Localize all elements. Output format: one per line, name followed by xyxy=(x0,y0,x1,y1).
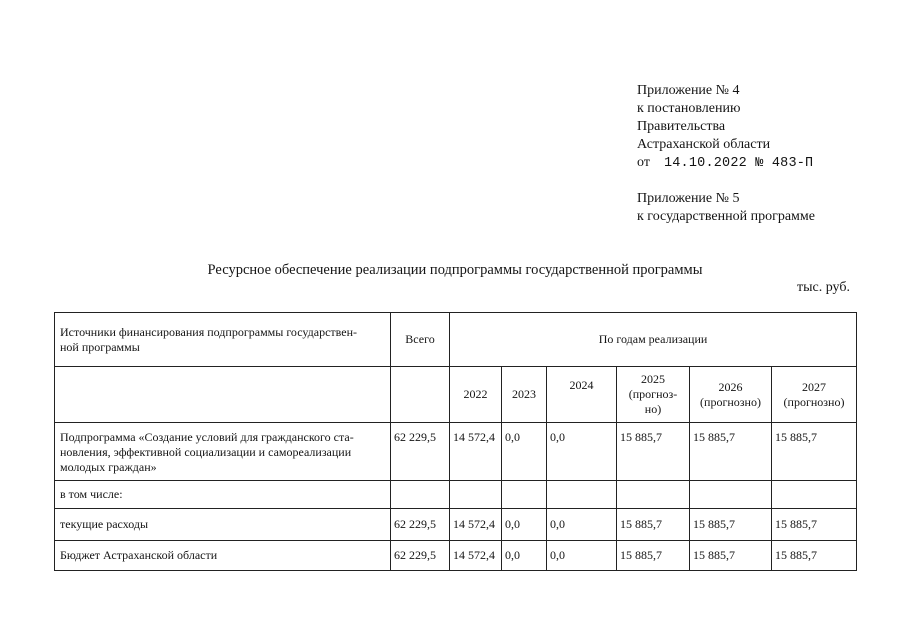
cell-2023: 0,0 xyxy=(502,509,547,541)
annex-5-block xyxy=(637,190,815,226)
cell-2025: 15 885,7 xyxy=(617,541,690,571)
row-source: текущие расходы xyxy=(55,509,391,541)
row-source-line: Подпрограмма «Создание условий для гражданского ста- xyxy=(60,430,354,444)
row-source-line: новления, эффективной социализации и самореализации xyxy=(60,445,352,459)
year-label: 2022 xyxy=(463,387,488,401)
header-by-years: По годам реализации xyxy=(450,313,857,367)
cell-2027: 15 885,7 xyxy=(772,541,857,571)
annex-5-line: к государственной программе xyxy=(637,209,815,224)
header-year-2025 xyxy=(617,367,690,423)
header-year-2022 xyxy=(450,367,502,423)
cell-2025: 15 885,7 xyxy=(617,509,690,541)
year-label: 2023 xyxy=(512,387,536,401)
row-source-line: молодых граждан» xyxy=(60,460,157,474)
cell-total: 62 229,5 xyxy=(391,541,450,571)
header-empty-cell xyxy=(55,367,391,423)
year-label: 2027 xyxy=(802,379,827,394)
header-total: Всего xyxy=(391,313,450,367)
year-note: (прогноз- xyxy=(628,387,678,401)
header-source-line: Источники финансирования подпрограммы государствен- xyxy=(60,324,357,339)
table-row-regional-budget xyxy=(55,541,857,571)
cell-2023: 0,0 xyxy=(502,423,547,481)
cell-2026: 15 885,7 xyxy=(690,509,772,541)
cell-2026 xyxy=(690,481,772,509)
annex-4-block xyxy=(637,82,813,173)
cell-total: 62 229,5 xyxy=(391,509,450,541)
cell-2024 xyxy=(547,481,617,509)
table-row-current-expenses xyxy=(55,509,857,541)
row-source: Бюджет Астраханской области xyxy=(55,541,391,571)
annex-4-line: Астраханской области xyxy=(637,137,771,152)
cell-total: 62 229,5 xyxy=(391,423,450,481)
header-year-2026 xyxy=(690,367,772,423)
annex-4-date-line xyxy=(637,154,813,173)
header-source-line: ной программы xyxy=(60,339,140,354)
header-source xyxy=(55,313,391,367)
table-row-subprogram xyxy=(55,423,857,481)
units-label: тыс. руб. xyxy=(797,280,850,295)
cell-total xyxy=(391,481,450,509)
row-source xyxy=(55,423,391,481)
cell-2022: 14 572,4 xyxy=(450,423,502,481)
year-label: 2025 xyxy=(641,372,665,386)
date-prefix: от xyxy=(637,155,650,170)
cell-2027: 15 885,7 xyxy=(772,423,857,481)
cell-2027: 15 885,7 xyxy=(772,509,857,541)
cell-2023 xyxy=(502,481,547,509)
year-label: 2024 xyxy=(569,378,594,392)
annex-5-heading: Приложение № 5 xyxy=(637,191,740,206)
cell-2022: 14 572,4 xyxy=(450,509,502,541)
cell-2025: 15 885,7 xyxy=(617,423,690,481)
cell-2022: 14 572,4 xyxy=(450,541,502,571)
table-row-including xyxy=(55,481,857,509)
year-note: (прогнозно) xyxy=(700,394,761,409)
annex-4-heading: Приложение № 4 xyxy=(637,83,740,98)
cell-2024: 0,0 xyxy=(547,509,617,541)
cell-2026: 15 885,7 xyxy=(690,541,772,571)
header-year-2027 xyxy=(772,367,857,423)
row-source: в том числе: xyxy=(55,481,391,509)
resource-table xyxy=(54,312,857,571)
year-note: (прогнозно) xyxy=(783,394,845,409)
annex-4-line: к постановлению xyxy=(637,101,741,116)
header-empty-cell xyxy=(391,367,450,423)
cell-2026: 15 885,7 xyxy=(690,423,772,481)
date-and-number: 14.10.2022 № 483-П xyxy=(663,156,814,171)
year-note: но) xyxy=(644,402,662,416)
cell-2025 xyxy=(617,481,690,509)
header-year-2023 xyxy=(502,367,547,423)
cell-2024: 0,0 xyxy=(547,423,617,481)
year-label: 2026 xyxy=(718,379,743,394)
table-header-years-row xyxy=(55,367,857,423)
document-title: Ресурсное обеспечение реализации подпрограммы государственной программы xyxy=(207,262,703,278)
annex-4-line: Правительства xyxy=(637,119,726,134)
table-header-row xyxy=(55,313,857,367)
cell-2023: 0,0 xyxy=(502,541,547,571)
cell-2027 xyxy=(772,481,857,509)
header-year-2024 xyxy=(547,367,617,423)
cell-2022 xyxy=(450,481,502,509)
cell-2024: 0,0 xyxy=(547,541,617,571)
